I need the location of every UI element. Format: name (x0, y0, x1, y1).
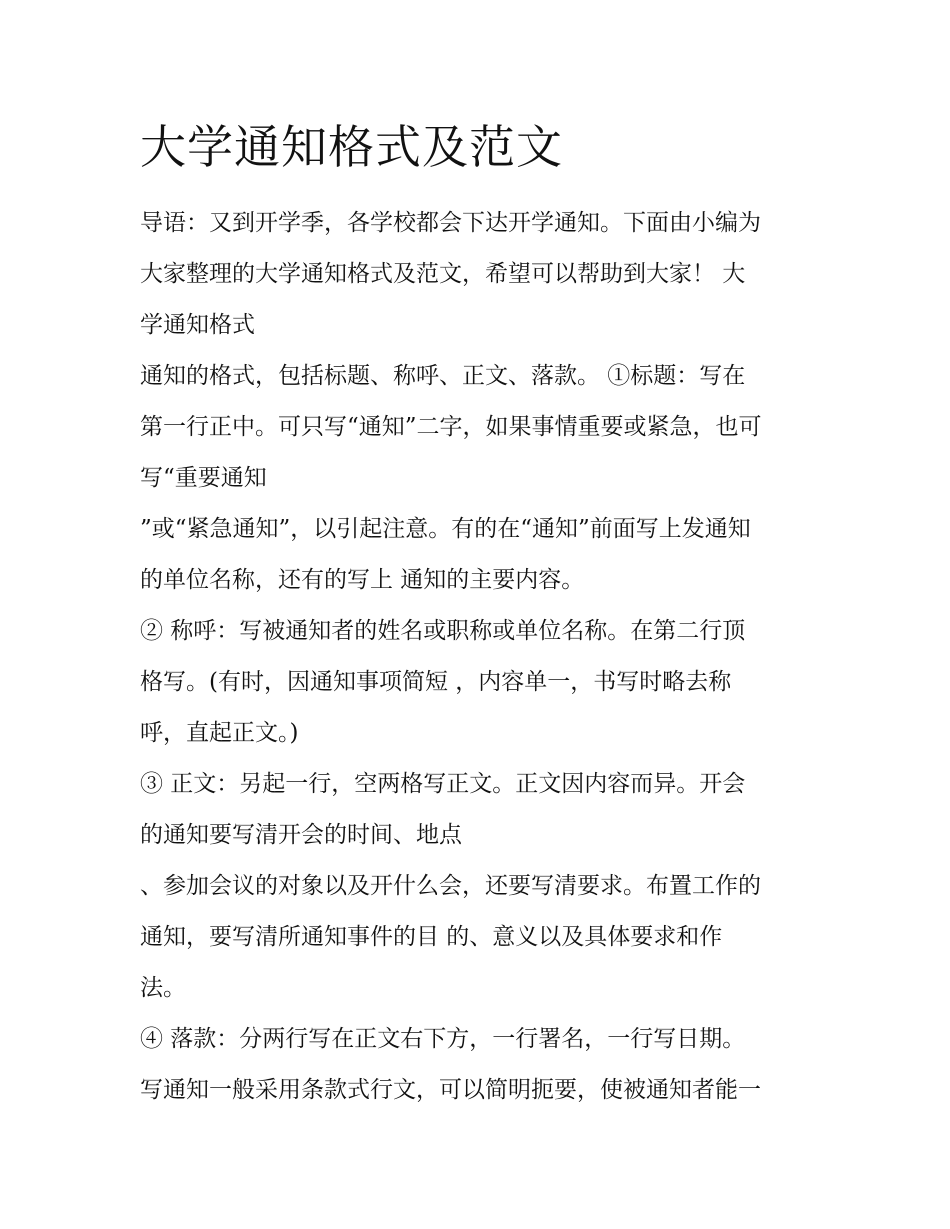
text-line: 第一行正中。可只写“通知”二字，如果事情重要或紧急，也可 (140, 414, 762, 440)
text-line: 学通知格式 (140, 312, 255, 338)
text-line: 法。 (140, 975, 186, 1001)
text-line: ④ 落款：分两行写在正文右下方，一行署名，一行写日期。 (140, 1026, 746, 1052)
text-line: 大家整理的大学通知格式及范文，希望可以帮助到大家！ 大 (140, 261, 746, 287)
text-line: 呼，直起正文。) (140, 720, 299, 746)
text-line: 的单位名称，还有的写上 通知的主要内容。 (140, 567, 585, 593)
text-line: 导语：又到开学季，各学校都会下达开学通知。下面由小编为 (140, 210, 761, 236)
text-line: 写“重要通知 (140, 465, 267, 491)
text-line: 写通知一般采用条款式行文，可以简明扼要，使被通知者能一 (140, 1077, 761, 1103)
text-line: ② 称呼：写被通知者的姓名或职称或单位名称。在第二行顶 (140, 618, 746, 644)
document-body (140, 198, 762, 1116)
text-line: 通知的格式，包括标题、称呼、正文、落款。 ①标题：写在 (140, 363, 746, 389)
text-line: 的通知要写清开会的时间、地点 (140, 822, 462, 848)
text-line: ”或“紧急通知”，以引起注意。有的在“通知”前面写上发通知 (140, 516, 751, 542)
document-title: 大学通知格式及范文 (140, 120, 563, 174)
text-line: ③ 正文：另起一行，空两格写正文。正文因内容而异。开会 (140, 771, 746, 797)
text-line: 通知，要写清所通知事件的目 的、意义以及具体要求和作 (140, 924, 723, 950)
text-line: 、参加会议的对象以及开什么会，还要写清要求。布置工作的 (140, 873, 761, 899)
text-line: 格写。(有时，因通知事项简短 ，内容单一，书写时略去称 (140, 669, 732, 695)
